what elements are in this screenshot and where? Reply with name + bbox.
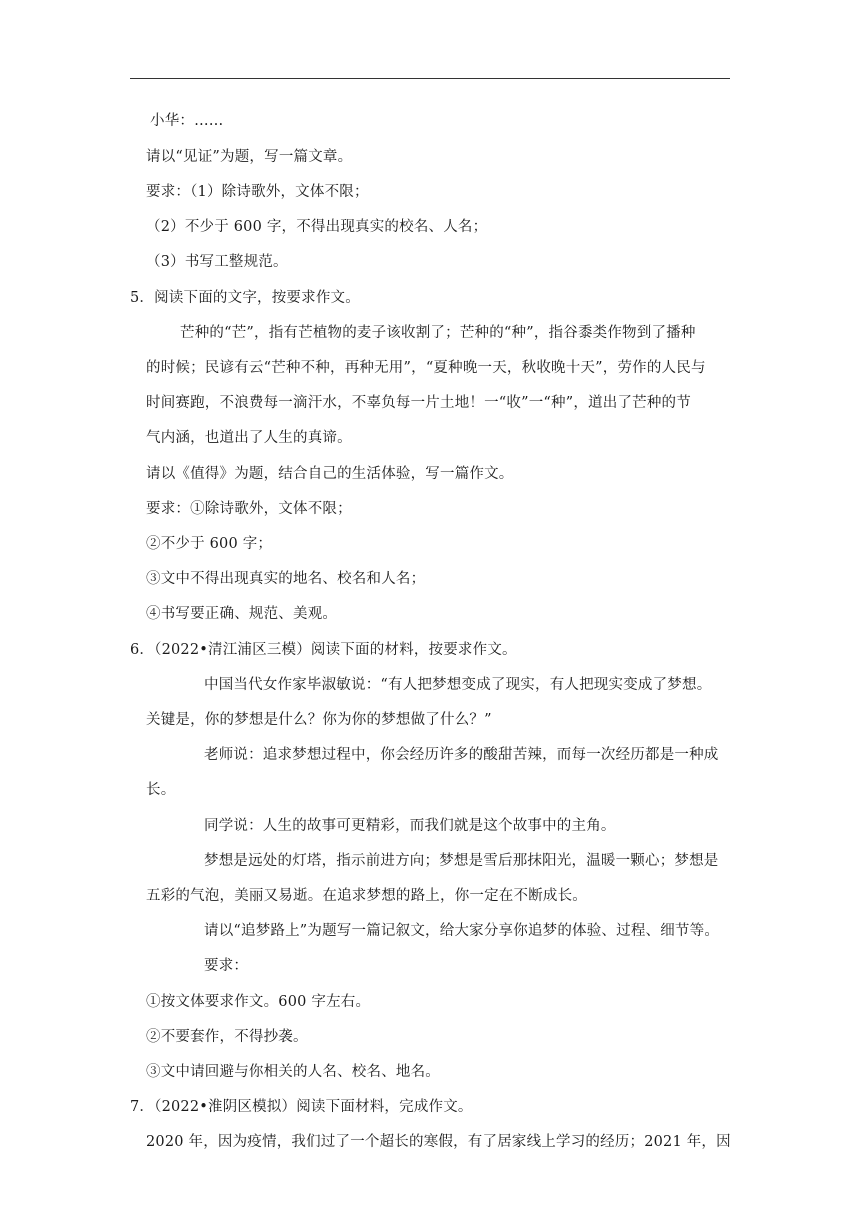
text-line: 要求：（1）除诗歌外，文体不限； (146, 184, 369, 200)
text-line: 的时候；民谚有云“芒种不种，再种无用”，“夏种晚一天，秋收晚十天”，劳作的人民与 (146, 360, 706, 376)
text-line: 五彩的气泡，美丽又易逝。在追求梦想的路上，你一定在不断成长。 (146, 888, 587, 904)
text-line: 2020 年，因为疫情，我们过了一个超长的寒假，有了居家线上学习的经历；2021 年，因 (146, 1134, 731, 1150)
text-line: 同学说：人生的故事可更精彩，而我们就是这个故事中的主角。 (204, 818, 616, 834)
text-line: 请以“见证”为题，写一篇文章。 (146, 149, 353, 165)
text-line: （3）书写工整规范。 (146, 254, 288, 270)
text-line: 关键是，你的梦想是什么？你为你的梦想做了什么？” (146, 712, 492, 728)
text-line: 要求：①除诗歌外，文体不限； (146, 501, 352, 517)
text-line: 时间赛跑，不浪费每一滴汗水，不辜负每一片土地！一“收”一“种”，道出了芒种的节 (146, 395, 691, 411)
text-line: 小华：…… (150, 113, 224, 129)
text-line: 梦想是远处的灯塔，指示前进方向；梦想是雪后那抹阳光，温暖一颗心；梦想是 (204, 853, 719, 869)
text-line: 气内涵，也道出了人生的真谛。 (146, 430, 352, 446)
text-line: 请以“追梦路上”为题写一篇记叙文，给大家分享你追梦的体验、过程、细节等。 (204, 923, 720, 939)
text-line: ②不要套作，不得抄袭。 (146, 1029, 308, 1045)
text-line: （2）不少于 600 字，不得出现真实的校名、人名； (146, 219, 488, 235)
header-rule (130, 78, 730, 79)
text-line: 长。 (146, 782, 176, 798)
text-line: ③文中不得出现真实的地名、校名和人名； (146, 571, 426, 587)
text-line: 中国当代女作家毕淑敏说：“有人把梦想变成了现实，有人把现实变成了梦想。 (204, 677, 712, 693)
text-line: ④书写要正确、规范、美观。 (146, 606, 338, 622)
question-heading: 5．阅读下面的文字，按要求作文。 (130, 290, 360, 306)
text-line: ③文中请回避与你相关的人名、校名、地名。 (146, 1064, 440, 1080)
text-line: ①按文体要求作文。600 字左右。 (146, 994, 371, 1010)
text-line: ②不少于 600 字； (146, 536, 273, 552)
text-line: 老师说：追求梦想过程中，你会经历许多的酸甜苦辣，而每一次经历都是一种成 (204, 747, 719, 763)
text-line: 请以《值得》为题，结合自己的生活体验，写一篇作文。 (146, 466, 514, 482)
question-heading: 7．（2022•淮阴区模拟）阅读下面材料，完成作文。 (130, 1099, 473, 1115)
text-line: 要求： (204, 958, 249, 974)
text-line: 芒种的“芒”，指有芒植物的麦子该收割了；芒种的“种”，指谷黍类作物到了播种 (180, 325, 696, 341)
question-heading: 6．（2022•清江浦区三模）阅读下面的材料，按要求作文。 (130, 642, 517, 658)
